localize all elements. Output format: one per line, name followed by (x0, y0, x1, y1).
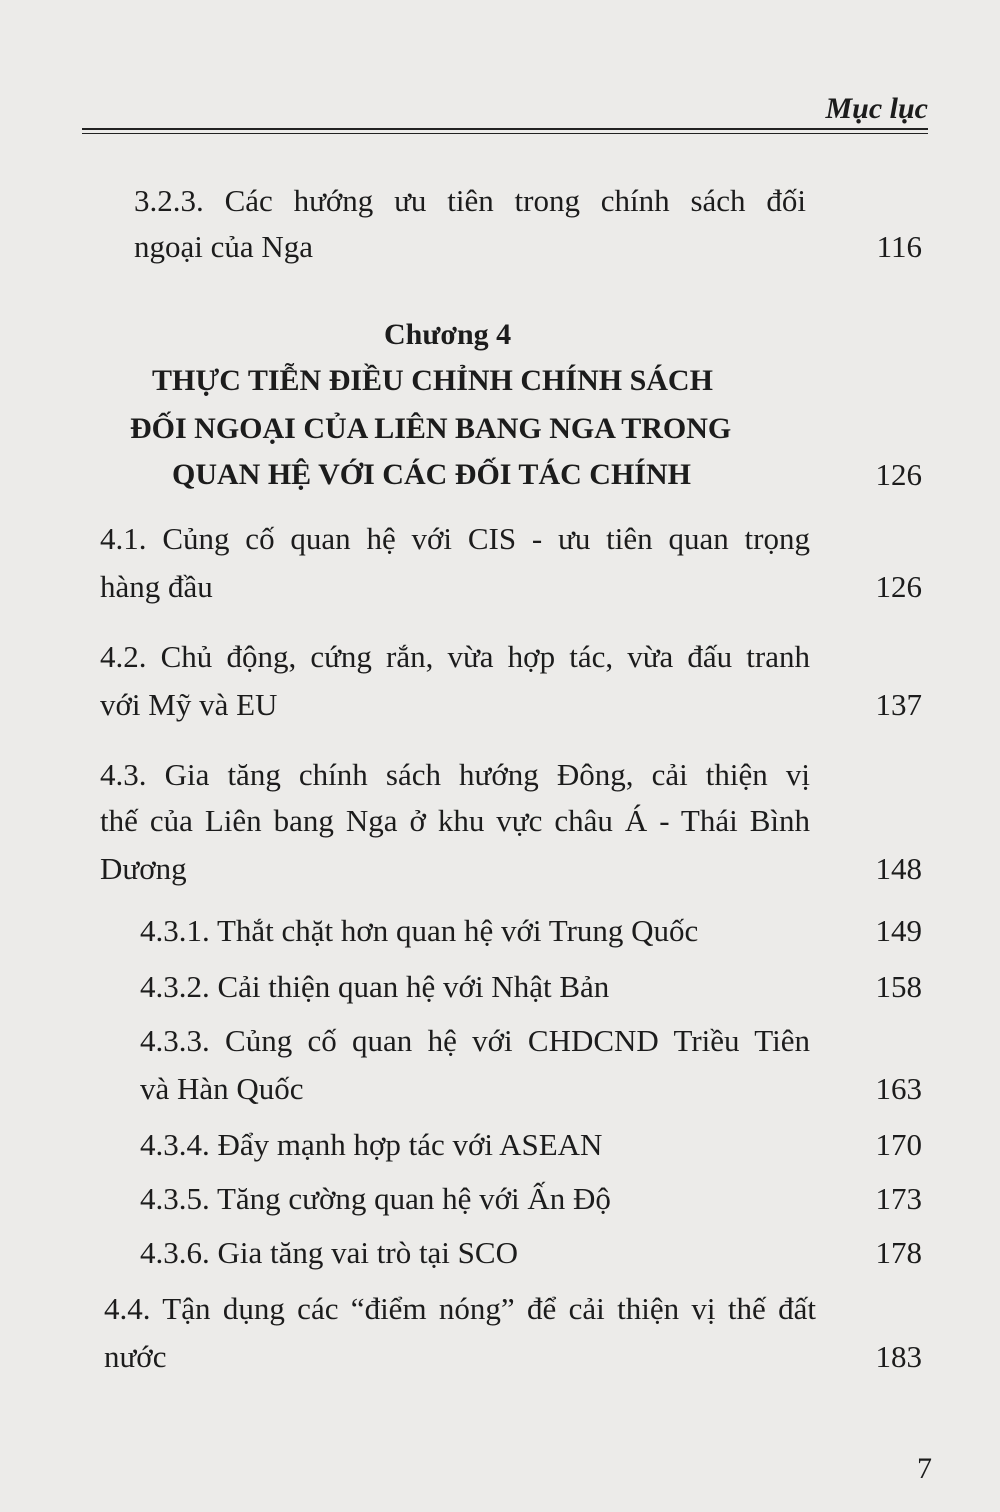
toc-entry-4-2-line1: 4.2. Chủ động, cứng rắn, vừa hợp tác, vừa đấu tranh (100, 639, 810, 674)
toc-entry-4-3-3-line2: và Hàn Quốc (140, 1071, 304, 1106)
toc-entry-4-3-3-line1: 4.3.3. Củng cố quan hệ với CHDCND Triều Tiên (140, 1023, 810, 1058)
toc-entry-4-3-3-page: 163 (875, 1071, 922, 1106)
toc-entry-4-3-2: 4.3.2. Cải thiện quan hệ với Nhật Bản (140, 969, 610, 1004)
toc-entry-4-1-line1: 4.1. Củng cố quan hệ với CIS - ưu tiên quan trọng (100, 521, 810, 556)
toc-entry-4-3-line2: thế của Liên bang Nga ở khu vực châu Á - Thái Bình (100, 803, 810, 838)
toc-entry-4-3-4: 4.3.4. Đẩy mạnh hợp tác với ASEAN (140, 1127, 603, 1162)
chapter-label: Chương 4 (384, 318, 512, 351)
toc-entry-4-4-line2: nước (104, 1339, 167, 1374)
chapter-page: 126 (875, 457, 922, 492)
toc-entry-4-3-page: 148 (875, 851, 922, 886)
chapter-title-line1: THỰC TIỄN ĐIỀU CHỈNH CHÍNH SÁCH (152, 364, 713, 397)
toc-entry-4-1-line2: hàng đầu (100, 569, 213, 604)
toc-entry-4-3-1: 4.3.1. Thắt chặt hơn quan hệ với Trung Quốc (140, 913, 699, 948)
toc-entry-3-2-3-page: 116 (876, 229, 922, 264)
toc-entry-4-3-6-page: 178 (875, 1235, 922, 1270)
toc-entry-4-3-2-page: 158 (875, 969, 922, 1004)
header-rule-thin (82, 133, 928, 134)
toc-entry-3-2-3-line2: ngoại của Nga (134, 229, 314, 264)
toc-entry-4-2-line2: với Mỹ và EU (100, 687, 278, 722)
toc-entry-4-3-5-page: 173 (875, 1181, 922, 1216)
toc-entry-4-3-5: 4.3.5. Tăng cường quan hệ với Ấn Độ (140, 1181, 611, 1216)
toc-entry-4-3-6: 4.3.6. Gia tăng vai trò tại SCO (140, 1235, 518, 1270)
running-header: Mục lục (825, 92, 928, 125)
toc-entry-4-3-1-page: 149 (875, 913, 922, 948)
toc-entry-4-2-page: 137 (875, 687, 922, 722)
toc-entry-4-3-4-page: 170 (875, 1127, 922, 1162)
toc-entry-4-3-line3: Dương (100, 851, 187, 886)
toc-entry-3-2-3-line1: 3.2.3. Các hướng ưu tiên trong chính sách đối (134, 183, 806, 218)
toc-entry-4-3-line1: 4.3. Gia tăng chính sách hướng Đông, cải thiện vị (100, 757, 810, 792)
chapter-title-line3: QUAN HỆ VỚI CÁC ĐỐI TÁC CHÍNH (172, 458, 691, 491)
toc-entry-4-4-line1: 4.4. Tận dụng các “điểm nóng” để cải thiện vị thế đất (104, 1291, 816, 1326)
toc-entry-4-4-page: 183 (875, 1339, 922, 1374)
page-number: 7 (917, 1452, 932, 1485)
header-rule (82, 128, 928, 130)
chapter-title-line2: ĐỐI NGOẠI CỦA LIÊN BANG NGA TRONG (130, 412, 732, 445)
toc-entry-4-1-page: 126 (875, 569, 922, 604)
